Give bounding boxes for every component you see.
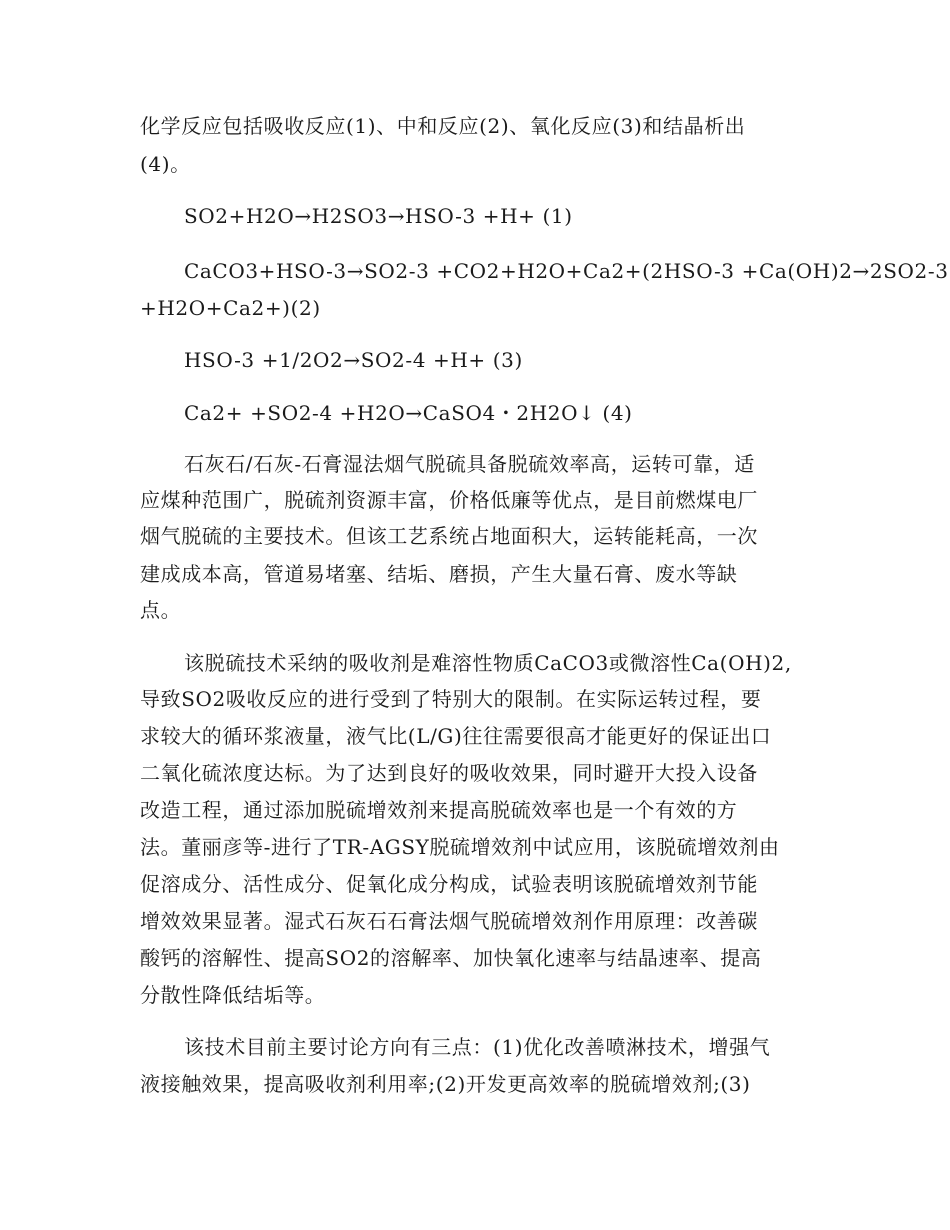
paragraph-2-line-1: 该脱硫技术采纳的吸收剂是难溶性物质CaCO3或微溶性Ca(OH)2, — [184, 651, 792, 675]
paragraph-3-line-2: 液接触效果，提高吸收剂利用率;(2)开发更高效率的脱硫增效剂;(3) — [140, 1072, 751, 1096]
paragraph-2-line-8: 增效效果显著。湿式石灰石石膏法烟气脱硫增效剂作用原理：改善碳 — [140, 909, 758, 933]
paragraph-2-line-6: 法。董丽彦等-进行了TR-AGSY脱硫增效剂中试应用，该脱硫增效剂由 — [140, 835, 780, 859]
equation-4: Ca2+ +SO2-4 +H2O→CaSO4・2H2O↓ (4) — [184, 401, 633, 425]
intro-line-2: (4)。 — [140, 152, 191, 176]
paragraph-2-line-2: 导致SO2吸收反应的进行受到了特别大的限制。在实际运转过程，要 — [140, 687, 762, 711]
paragraph-2-line-3: 求较大的循环浆液量，液气比(L/G)往往需要很高才能更好的保证出口 — [140, 724, 772, 748]
paragraph-1-line-5: 点。 — [140, 598, 182, 622]
paragraph-2-line-9: 酸钙的溶解性、提高SO2的溶解率、加快氧化速率与结晶速率、提高 — [140, 946, 762, 970]
paragraph-1-line-2: 应煤种范围广，脱硫剂资源丰富，价格低廉等优点，是目前燃煤电厂 — [140, 488, 758, 512]
paragraph-2-line-10: 分散性降低结垢等。 — [140, 983, 326, 1007]
paragraph-2-line-5: 改造工程，通过添加脱硫增效剂来提高脱硫效率也是一个有效的方 — [140, 798, 738, 822]
paragraph-2-line-4: 二氧化硫浓度达标。为了达到良好的吸收效果，同时避开大投入设备 — [140, 761, 758, 785]
paragraph-1-line-3: 烟气脱硫的主要技术。但该工艺系统占地面积大，运转能耗高，一次 — [140, 524, 758, 548]
equation-2-line-1: CaCO3+HSO-3→SO2-3 +CO2+H2O+Ca2+(2HSO-3 +Ca(OH)2→2SO2-3 — [184, 259, 949, 283]
equation-3: HSO-3 +1/2O2→SO2-4 +H+ (3) — [184, 348, 523, 372]
paragraph-2-line-7: 促溶成分、活性成分、促氧化成分构成，试验表明该脱硫增效剂节能 — [140, 872, 758, 896]
equation-2-line-2: +H2O+Ca2+)(2) — [140, 296, 321, 320]
paragraph-1-line-1: 石灰石/石灰-石膏湿法烟气脱硫具备脱硫效率高，运转可靠，适 — [184, 452, 755, 476]
paragraph-1-line-4: 建成成本高，管道易堵塞、结垢、磨损，产生大量石膏、废水等缺 — [140, 562, 738, 586]
equation-1: SO2+H2O→H2SO3→HSO-3 +H+ (1) — [184, 204, 573, 228]
paragraph-3-line-1: 该技术目前主要讨论方向有三点：(1)优化改善喷淋技术，增强气 — [184, 1035, 771, 1059]
intro-line-1: 化学反应包括吸收反应(1)、中和反应(2)、氧化反应(3)和结晶析出 — [140, 114, 746, 138]
